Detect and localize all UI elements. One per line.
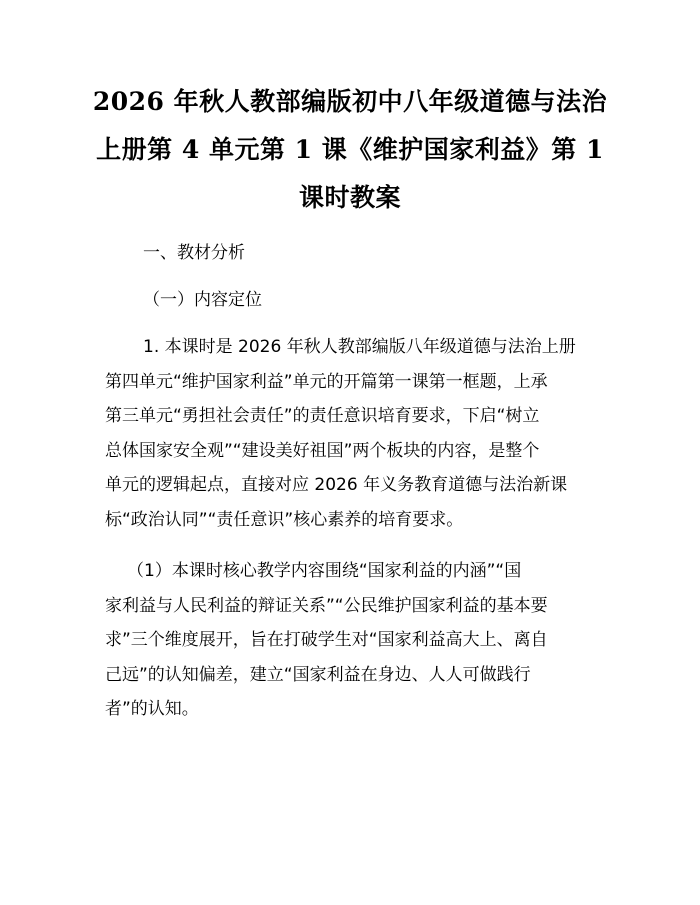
paragraph-line: 单元的逻辑起点，直接对应 2026 年义务教育道德与法治新课: [105, 475, 568, 495]
paragraph-line: 求”三个维度展开，旨在打破学生对“国家利益高大上、离自: [105, 630, 548, 650]
paragraph-line: 家利益与人民利益的辩证关系”“公民维护国家利益的基本要: [105, 595, 548, 616]
paragraph-line: 第四单元“维护国家利益”单元的开篇第一课第一框题，上承: [105, 371, 548, 392]
section-subheading: （一）内容定位: [143, 290, 262, 310]
section-heading: 一、教材分析: [143, 243, 245, 263]
paragraph-line: 己远”的认知偏差，建立“国家利益在身边、人人可做践行: [105, 664, 531, 685]
paragraph-line: 者”的认知。: [105, 699, 199, 719]
paragraph-line: （1）本课时核心教学内容围绕“国家利益的内涵”“国: [127, 561, 522, 581]
document-title: [90, 78, 610, 222]
paragraph-line: 总体国家安全观”“建设美好祖国”两个板块的内容，是整个: [105, 440, 540, 461]
paragraph-line: 标“政治认同”“责任意识”核心素养的培育要求。: [105, 509, 464, 530]
paragraph-core-content: [105, 554, 605, 727]
paragraph-line: 第三单元“勇担社会责任”的责任意识培育要求，下启“树立: [105, 406, 540, 426]
title-line-2: 上册第 4 单元第 1 课《维护国家利益》第 1: [96, 135, 604, 164]
title-line-1: 2026 年秋人教部编版初中八年级道德与法治: [92, 87, 608, 116]
paragraph-content-positioning: [105, 330, 605, 537]
title-line-3: 课时教案: [298, 183, 401, 212]
paragraph-line: 1. 本课时是 2026 年秋人教部编版八年级道德与法治上册: [143, 337, 576, 357]
